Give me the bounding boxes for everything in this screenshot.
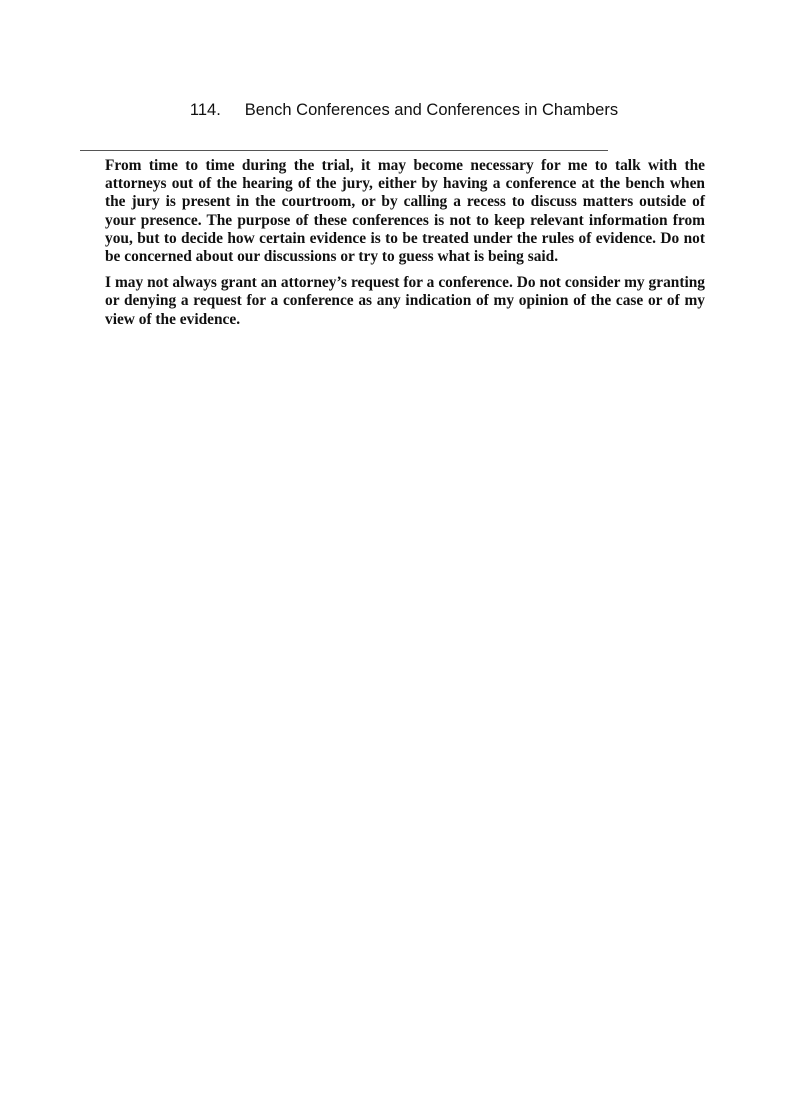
paragraph-1: From time to time during the trial, it may become necessary for me to talk with the attorneys out of the hearing of the jury, either by having a conference at the bench when the jury is present in the courtroom, or by calling a recess to discuss matters outside of your presence. The purpose of these conferences is not to keep relevant information from you, but to decide how certain evidence is to be treated under the rules of evidence. Do not be concerned about our discussions or try to guess what is being said. (105, 157, 705, 266)
section-title: Bench Conferences and Conferences in Chambers (244, 101, 619, 119)
heading-divider (80, 150, 608, 151)
paragraph-2: I may not always grant an attorney’s request for a conference. Do not consider my granting or denying a request for a conference as any indication of my opinion of the case or of my view of the evidence. (105, 274, 705, 328)
section-number: 114. (189, 101, 221, 119)
instruction-body (105, 157, 705, 337)
section-heading (0, 101, 800, 120)
